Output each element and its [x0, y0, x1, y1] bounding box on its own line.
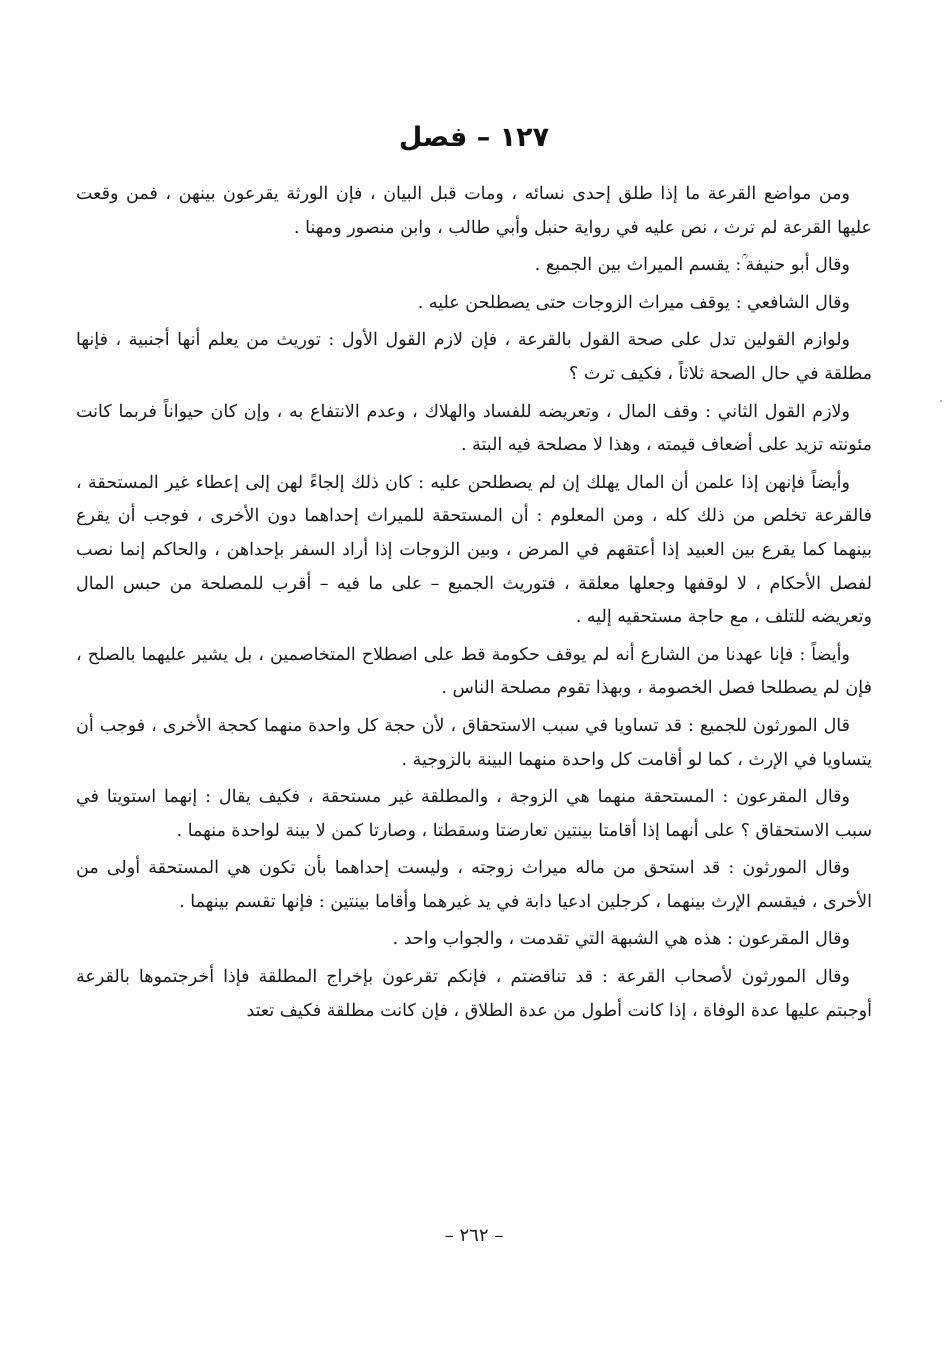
page-number: – ٢٦٢ –	[444, 1225, 504, 1246]
body-text	[76, 178, 872, 1032]
paragraph-6: وأيضاً فإنهن إذا علمن أن المال يهلك إن لم يصطلحن عليه : كان ذلك إلجاءً لهن إلى إعطاء غير المستحقة ، فالقرعة تخلص من ذلك كله ، ومن المعلوم : أن المستحقة للميراث إحداهما دون الأخرى ، فوجب أن يقرع بينهما كما يقرع بين العبيد إذا أعتقهم في المرض ، وبين الزوجات إذا أراد السفر بإحداهن ، والحاكم إنما نصب لفصل الأحكام ، لا لوقفها وجعلها معلقة ، فتوريث الجميع – على ما فيه – أقرب للمصلحة من حبس المال وتعريضه للتلف ، مع حاجة مستحقيه إليه .	[76, 472, 872, 628]
paragraph-2: وقال أبو حنيفة ؒ: يقسم الميراث بين الجميع .	[534, 255, 850, 276]
section-heading: ١٢٧ – فصل	[398, 122, 550, 153]
paragraph-1: ومن مواضع القرعة ما إذا طلق إحدى نسائه ، ومات قبل البيان ، فإن الورثة يقرعون بينهن ، فمن وقعت عليها القرعة لم ترث ، نص عليه في رواية حنبل وأبي طالب ، وابن منصور ومهنا .	[76, 184, 872, 238]
paragraph-9: وقال المقرعون : المستحقة منهما هي الزوجة ، والمطلقة غير مستحقة ، فكيف يقال : إنهما استويتا في سبب الاستحقاق ؟ على أنهما إذا أقامتا بينتين تعارضتا وسقطتا ، وصارتا كمن لا بينة لواحدة منهما .	[76, 787, 872, 841]
paragraph-11: وقال المقرعون : هذه هي الشبهة التي تقدمت ، والجواب واحد .	[392, 929, 850, 950]
paragraph-4: ولوازم القولين تدل على صحة القول بالقرعة ، فإن لازم القول الأول : توريث من يعلم أنها أجنبية ، فإنها مطلقة في حال الصحة ثلاثاً ، فكيف ترث ؟	[76, 330, 872, 384]
paragraph-5: ولازم القول الثاني : وقف المال ، وتعريضه للفساد والهلاك ، وعدم الانتفاع به ، وإن كان حيواناً فربما كانت مئونته تزيد على أضعاف قيمته ، وهذا لا مصلحة فيه البتة .	[76, 401, 872, 456]
paragraph-7: وأيضاً : فإنا عهدنا من الشارع أنه لم يوقف حكومة قط على اصطلاح المتخاصمين ، بل يشير عليهما بالصلح ، فإن لم يصطلحا فصل الخصومة ، وبهذا تقوم مصلحة الناس .	[76, 644, 872, 699]
paragraph-12: وقال المورثون لأصحاب القرعة : قد تناقضتم ، فإنكم تقرعون بإخراج المطلقة فإذا أخرجتموها بالقرعة أوجبتم عليها عدة الوفاة ، إذا كانت أطول من عدة الطلاق ، فإن كانت مطلقة فكيف تعتد	[76, 967, 872, 1021]
paragraph-8: قال المورثون للجميع : قد تساويا في سبب الاستحقاق ، لأن حجة كل واحدة منهما كحجة الأخرى ، فوجب أن يتساويا في الإرث ، كما لو أقامت كل واحدة منهما البينة بالزوجية .	[76, 715, 872, 770]
paragraph-10: وقال المورثون : قد استحق من ماله ميراث زوجته ، وليست إحداهما بأن تكون هي المستحقة أولى من الأخرى ، فيقسم الإرث بينهما ، كرجلين ادعيا دابة في يد غيرهما وأقاما بينتين : فإنها تقسم بينهما .	[76, 858, 872, 912]
scan-speck	[940, 400, 942, 402]
paragraph-3: وقال الشافعي : يوقف ميراث الزوجات حتى يصطلحن عليه .	[417, 292, 850, 313]
